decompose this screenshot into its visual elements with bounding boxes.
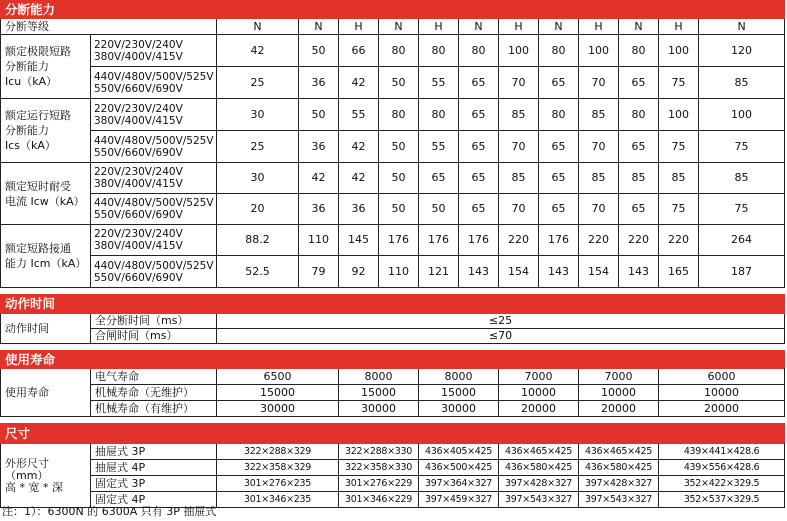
icm-value: 110 — [299, 225, 339, 256]
action-label: 动作时间 — [1, 314, 91, 344]
icw-value: 85 — [699, 163, 785, 194]
voltage-220-label: 220V/230V/240V 380V/400V/415V — [91, 163, 217, 194]
dims-value: 322×358×329 — [217, 460, 339, 476]
spacer-row — [1, 344, 785, 351]
ics-value: 65 — [539, 131, 579, 163]
dims-fixed3-label: 固定式 3P — [91, 476, 217, 492]
dims-fixed4-label: 固定式 4P — [91, 492, 217, 508]
icu-value: 80 — [619, 35, 659, 67]
grade-value: H — [659, 19, 699, 35]
voltage-220-label: 220V/230V/240V 380V/400V/415V — [91, 225, 217, 256]
icw-value: 70 — [579, 194, 619, 225]
full-break-label: 全分断时间（ms） — [91, 314, 217, 329]
dims-value: 436×580×425 — [579, 460, 659, 476]
life-mech_maint-label: 机械寿命（有维护） — [91, 401, 217, 417]
icu-value: 80 — [539, 35, 579, 67]
ics-value: 55 — [339, 99, 379, 131]
ics-value: 42 — [339, 131, 379, 163]
perf-row-icu — [1, 35, 785, 67]
life-value: 6000 — [659, 369, 785, 385]
section-header-row — [1, 1, 785, 19]
action-row — [1, 329, 785, 344]
icm-value: 176 — [539, 225, 579, 256]
icm-value: 121 — [419, 256, 459, 288]
icm-value: 110 — [379, 256, 419, 288]
life-value: 15000 — [339, 385, 419, 401]
section-title-action_time: 动作时间 — [1, 295, 785, 314]
ics-value: 36 — [299, 131, 339, 163]
icm-label: 额定短路接通 能力 Icm（kA） — [1, 225, 91, 288]
dims-value: 301×276×235 — [217, 476, 339, 492]
icw-value: 65 — [539, 163, 579, 194]
spacer — [1, 344, 785, 351]
life-value: 20000 — [499, 401, 579, 417]
icw-value: 42 — [299, 163, 339, 194]
dims-value: 397×428×327 — [579, 476, 659, 492]
life-value: 7000 — [499, 369, 579, 385]
icu-value: 100 — [499, 35, 539, 67]
perf-row-icm — [1, 225, 785, 256]
icu-label: 额定极限短路 分断能力 Icu（kA） — [1, 35, 91, 99]
icw-value: 70 — [499, 194, 539, 225]
grade-value: H — [579, 19, 619, 35]
ics-value: 65 — [619, 131, 659, 163]
icm-value: 220 — [619, 225, 659, 256]
section-title-life: 使用寿命 — [1, 351, 785, 369]
dims-drawout3-label: 抽屉式 3P — [91, 444, 217, 460]
dims-value: 352×537×329.5 — [659, 492, 785, 508]
ics-value: 100 — [699, 99, 785, 131]
dims-value: 436×580×425 — [499, 460, 579, 476]
icm-value: 92 — [339, 256, 379, 288]
dims-value: 322×288×330 — [339, 444, 419, 460]
life-value: 7000 — [579, 369, 659, 385]
dims-value: 439×556×428.6 — [659, 460, 785, 476]
icw-value: 50 — [379, 163, 419, 194]
perf-row-icw — [1, 194, 785, 225]
voltage-220-label: 220V/230V/240V 380V/400V/415V — [91, 35, 217, 67]
icm-value: 154 — [499, 256, 539, 288]
icu-value: 42 — [339, 67, 379, 99]
life-value: 10000 — [659, 385, 785, 401]
icu-value: 80 — [419, 35, 459, 67]
icm-value: 88.2 — [217, 225, 299, 256]
grade-row — [1, 19, 785, 35]
icu-value: 25 — [217, 67, 299, 99]
grade-label: 分断等级 — [1, 19, 217, 35]
life-value: 10000 — [499, 385, 579, 401]
life-row — [1, 369, 785, 385]
ics-value: 65 — [459, 99, 499, 131]
life-value: 20000 — [659, 401, 785, 417]
voltage-440-label: 440V/480V/500V/525V 550V/660V/690V — [91, 67, 217, 99]
icw-label: 额定短时耐受 电流 Icw（kA） — [1, 163, 91, 225]
icu-value: 42 — [217, 35, 299, 67]
dims-value: 397×428×327 — [499, 476, 579, 492]
life-mech_no_maint-label: 机械寿命（无维护） — [91, 385, 217, 401]
grade-value: H — [499, 19, 539, 35]
icu-value: 85 — [699, 67, 785, 99]
icw-value: 85 — [659, 163, 699, 194]
perf-row-ics — [1, 131, 785, 163]
dims-value: 322×288×329 — [217, 444, 339, 460]
icw-value: 30 — [217, 163, 299, 194]
ics-value: 85 — [579, 99, 619, 131]
grade-value: N — [699, 19, 785, 35]
grade-value: N — [539, 19, 579, 35]
icw-value: 65 — [619, 194, 659, 225]
icw-value: 65 — [539, 194, 579, 225]
icu-value: 65 — [539, 67, 579, 99]
dims-row — [1, 460, 785, 476]
life-electrical-label: 电气寿命 — [91, 369, 217, 385]
icu-value: 65 — [619, 67, 659, 99]
grade-value: N — [299, 19, 339, 35]
icu-value: 50 — [379, 67, 419, 99]
full-break-value: ≤25 — [217, 314, 785, 329]
dims-value: 397×459×327 — [419, 492, 499, 508]
life-value: 6500 — [217, 369, 339, 385]
dims-value: 436×500×425 — [419, 460, 499, 476]
icu-value: 100 — [659, 35, 699, 67]
life-value: 8000 — [339, 369, 419, 385]
icu-value: 65 — [459, 67, 499, 99]
life-value: 10000 — [579, 385, 659, 401]
ics-value: 80 — [619, 99, 659, 131]
grade-value: N — [379, 19, 419, 35]
icw-value: 65 — [459, 163, 499, 194]
spacer — [1, 417, 785, 424]
action-row — [1, 314, 785, 329]
life-value: 30000 — [339, 401, 419, 417]
ics-value: 50 — [379, 131, 419, 163]
icm-value: 143 — [619, 256, 659, 288]
icm-value: 143 — [459, 256, 499, 288]
voltage-440-label: 440V/480V/500V/525V 550V/660V/690V — [91, 131, 217, 163]
icw-value: 75 — [699, 194, 785, 225]
icm-value: 264 — [699, 225, 785, 256]
icw-value: 85 — [579, 163, 619, 194]
dims-value: 436×465×425 — [499, 444, 579, 460]
ics-value: 55 — [419, 131, 459, 163]
icw-value: 85 — [499, 163, 539, 194]
icu-value: 70 — [499, 67, 539, 99]
dims-drawout4-label: 抽屉式 4P — [91, 460, 217, 476]
dims-value: 436×465×425 — [579, 444, 659, 460]
icw-value: 50 — [379, 194, 419, 225]
icu-value: 100 — [579, 35, 619, 67]
ics-value: 70 — [579, 131, 619, 163]
dims-value: 301×346×235 — [217, 492, 339, 508]
section-title-dimensions: 尺寸 — [1, 424, 785, 444]
perf-row-icm — [1, 256, 785, 288]
grade-value: N — [217, 19, 299, 35]
icm-value: 154 — [579, 256, 619, 288]
section-header-row — [1, 424, 785, 444]
ics-value: 75 — [659, 131, 699, 163]
dims-value: 301×276×229 — [339, 476, 419, 492]
icm-value: 176 — [379, 225, 419, 256]
ics-value: 50 — [299, 99, 339, 131]
icu-value: 75 — [659, 67, 699, 99]
section-header-row — [1, 351, 785, 369]
icw-value: 50 — [419, 194, 459, 225]
dims-value: 322×358×330 — [339, 460, 419, 476]
ics-value: 85 — [499, 99, 539, 131]
icw-value: 42 — [339, 163, 379, 194]
dims-value: 397×543×327 — [579, 492, 659, 508]
dims-value: 439×441×428.6 — [659, 444, 785, 460]
dims-value: 301×346×229 — [339, 492, 419, 508]
icw-value: 75 — [659, 194, 699, 225]
life-value: 15000 — [217, 385, 339, 401]
icm-value: 176 — [459, 225, 499, 256]
ics-label: 额定运行短路 分断能力 Ics（kA） — [1, 99, 91, 163]
life-value: 30000 — [419, 401, 499, 417]
voltage-440-label: 440V/480V/500V/525V 550V/660V/690V — [91, 194, 217, 225]
ics-value: 30 — [217, 99, 299, 131]
spec-table-body — [1, 1, 785, 508]
icw-value: 36 — [339, 194, 379, 225]
ics-value: 80 — [419, 99, 459, 131]
ics-value: 70 — [499, 131, 539, 163]
icw-value: 65 — [419, 163, 459, 194]
icm-value: 220 — [499, 225, 539, 256]
ics-value: 80 — [539, 99, 579, 131]
life-value: 8000 — [419, 369, 499, 385]
spacer-row — [1, 417, 785, 424]
life-row — [1, 385, 785, 401]
perf-row-icw — [1, 163, 785, 194]
spacer — [1, 288, 785, 295]
icu-value: 80 — [459, 35, 499, 67]
icm-value: 165 — [659, 256, 699, 288]
grade-value: N — [459, 19, 499, 35]
icm-value: 176 — [419, 225, 459, 256]
perf-row-icu — [1, 67, 785, 99]
icw-value: 65 — [459, 194, 499, 225]
ics-value: 75 — [699, 131, 785, 163]
footnote: 注：1）：6300N 的 6300A 只有 3P 抽屉式 — [2, 505, 217, 518]
ics-value: 25 — [217, 131, 299, 163]
dims-value: 352×422×329.5 — [659, 476, 785, 492]
icu-value: 66 — [339, 35, 379, 67]
life-group-label: 使用寿命 — [1, 369, 91, 417]
icm-value: 79 — [299, 256, 339, 288]
icm-value: 52.5 — [217, 256, 299, 288]
life-value: 20000 — [579, 401, 659, 417]
dims-value: 436×405×425 — [419, 444, 499, 460]
life-value: 15000 — [419, 385, 499, 401]
section-header-row — [1, 295, 785, 314]
icm-value: 220 — [659, 225, 699, 256]
ics-value: 100 — [659, 99, 699, 131]
icw-value: 36 — [299, 194, 339, 225]
closing-value: ≤70 — [217, 329, 785, 344]
dims-row — [1, 476, 785, 492]
icm-value: 187 — [699, 256, 785, 288]
icm-value: 145 — [339, 225, 379, 256]
icu-value: 80 — [379, 35, 419, 67]
dims-group-label: 外形尺寸 （mm） 高 * 宽 * 深 — [1, 444, 91, 508]
spacer-row — [1, 288, 785, 295]
icu-value: 70 — [579, 67, 619, 99]
ics-value: 65 — [459, 131, 499, 163]
grade-value: H — [419, 19, 459, 35]
icm-value: 220 — [579, 225, 619, 256]
section-title-breaking: 分断能力 — [1, 1, 785, 19]
life-value: 30000 — [217, 401, 339, 417]
icu-value: 120 — [699, 35, 785, 67]
grade-value: H — [339, 19, 379, 35]
grade-value: N — [619, 19, 659, 35]
dims-row — [1, 444, 785, 460]
icw-value: 20 — [217, 194, 299, 225]
life-row — [1, 401, 785, 417]
icw-value: 85 — [619, 163, 659, 194]
icu-value: 50 — [299, 35, 339, 67]
ics-value: 80 — [379, 99, 419, 131]
icu-value: 55 — [419, 67, 459, 99]
closing-label: 合闸时间（ms） — [91, 329, 217, 344]
perf-row-ics — [1, 99, 785, 131]
icm-value: 143 — [539, 256, 579, 288]
icu-value: 36 — [299, 67, 339, 99]
voltage-440-label: 440V/480V/500V/525V 550V/660V/690V — [91, 256, 217, 288]
voltage-220-label: 220V/230V/240V 380V/400V/415V — [91, 99, 217, 131]
dims-value: 397×364×327 — [419, 476, 499, 492]
dims-value: 397×543×327 — [499, 492, 579, 508]
